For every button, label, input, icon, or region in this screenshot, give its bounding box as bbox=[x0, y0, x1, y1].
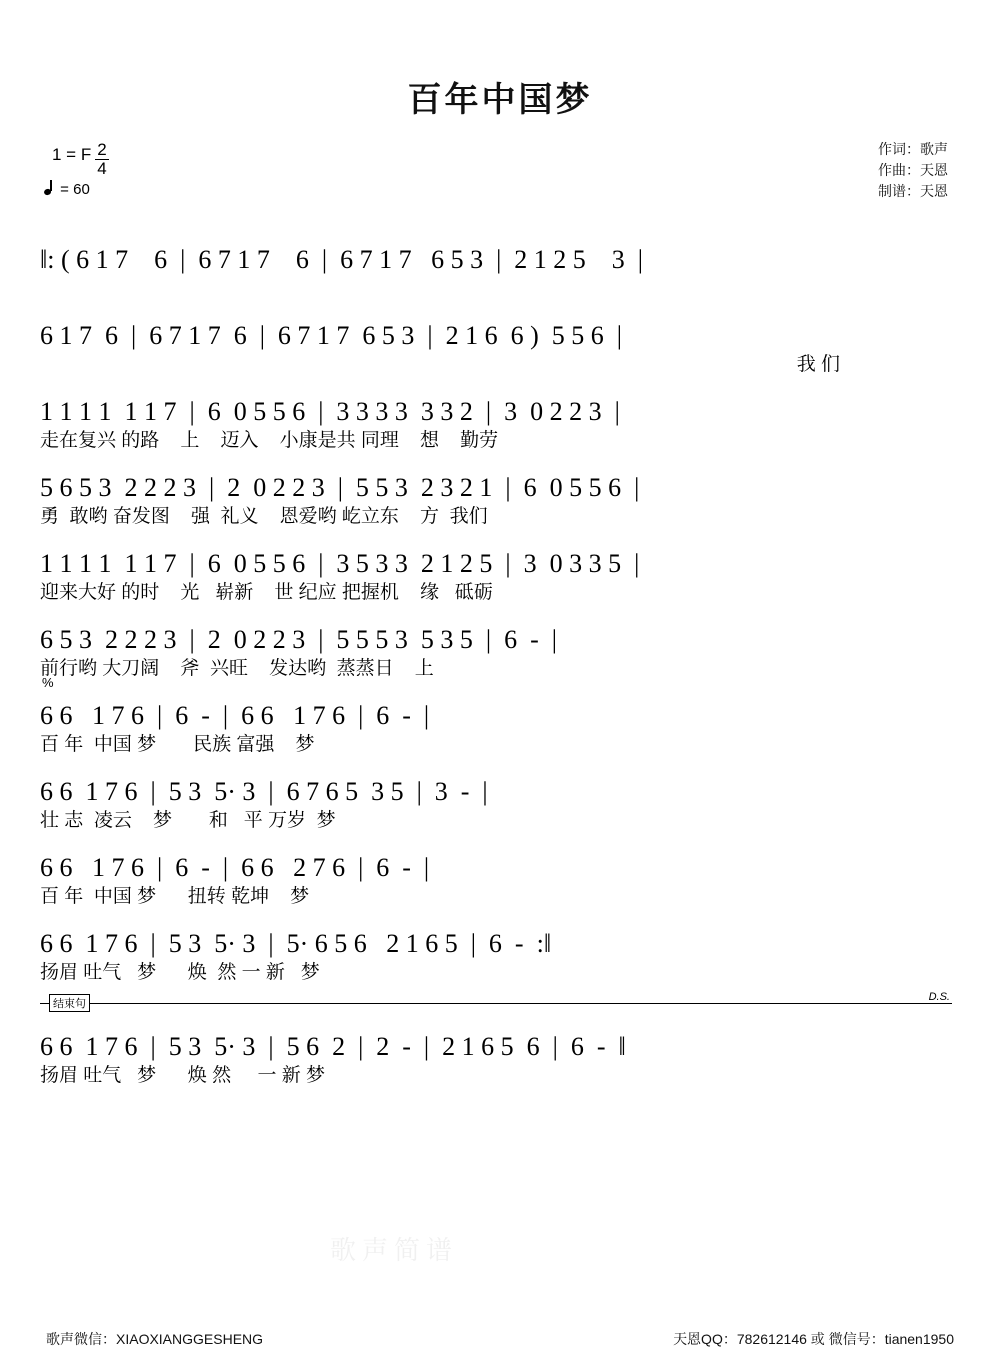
system-2 bbox=[40, 307, 952, 381]
lyric-line: 扬眉 吐气 梦 焕 然 一 新 梦 bbox=[40, 962, 320, 983]
notation-line: 6 1 7 6 | 6 7 1 7 6 | 6 7 1 7 6 5 3 | 2 1 6 6 ) 5 5 6 | bbox=[40, 321, 622, 350]
system-6 bbox=[40, 611, 952, 685]
composer-credit: 作曲：天恩 bbox=[878, 162, 948, 178]
credits-block bbox=[878, 139, 948, 202]
score-header bbox=[0, 139, 1000, 225]
key-signature: 1 = F bbox=[52, 145, 92, 164]
key-and-meter bbox=[52, 141, 109, 178]
notation-line: 5 6 5 3 2 2 2 3 | 2 0 2 2 3 | 5 5 3 2 3 2 1 | 6 0 5 5 6 | bbox=[40, 473, 640, 502]
ending-label: 结束句 bbox=[49, 994, 90, 1012]
system-10 bbox=[40, 915, 952, 1003]
system-1 bbox=[40, 231, 952, 305]
system-8 bbox=[40, 763, 952, 837]
notation-line: 6 6 1 7 6 | 6 - | 6 6 2 7 6 | 6 - | bbox=[40, 853, 430, 882]
system-5 bbox=[40, 535, 952, 609]
ending-music-body bbox=[0, 1018, 1000, 1092]
engraver-credit: 制谱：天恩 bbox=[878, 183, 948, 199]
system-4 bbox=[40, 459, 952, 533]
notation-line: 6 6 1 7 6 | 6 - | 6 6 1 7 6 | 6 - | bbox=[40, 701, 430, 730]
tempo-marking bbox=[44, 181, 90, 198]
lyric-line: 扬眉 吐气 梦 焕 然 一 新 梦 bbox=[40, 1065, 326, 1086]
ds-mark: D.S. bbox=[928, 991, 950, 1003]
lyric-line: 百 年 中国 梦 民族 富强 梦 bbox=[40, 734, 315, 755]
meter-denominator: 4 bbox=[97, 158, 107, 178]
lyric-line: 百 年 中国 梦 扭转 乾坤 梦 bbox=[40, 886, 310, 907]
lyric-line: 壮 志 凌云 梦 和 平 万岁 梦 bbox=[40, 810, 336, 831]
time-signature bbox=[95, 141, 108, 178]
tempo-value: = 60 bbox=[60, 181, 90, 198]
meter-numerator: 2 bbox=[97, 140, 107, 159]
lyric-line: 走在复兴 的路 上 迈入 小康是共 同理 想 勤劳 bbox=[40, 430, 499, 451]
notation-line: 6 5 3 2 2 2 3 | 2 0 2 2 3 | 5 5 5 3 5 3 5 | 6 - | bbox=[40, 625, 557, 654]
music-body bbox=[0, 231, 1000, 1003]
system-9 bbox=[40, 839, 952, 913]
lyricist-credit: 作词：歌声 bbox=[878, 141, 948, 157]
system-7 bbox=[40, 675, 952, 761]
notation-line: 1 1 1 1 1 1 7 | 6 0 5 5 6 | 3 3 3 3 3 3 2 | 3 0 2 2 3 | bbox=[40, 397, 620, 426]
notation-line: 6 6 1 7 6 | 5 3 5· 3 | 6 7 6 5 3 5 | 3 - | bbox=[40, 777, 488, 806]
footer-left: 歌声微信：XIAOXIANGGESHENG bbox=[46, 1331, 264, 1347]
ending-system bbox=[40, 1018, 952, 1092]
lyric-line bbox=[40, 275, 952, 305]
ending-section-bracket bbox=[40, 998, 952, 1010]
lyric-line: 迎来大好 的时 光 崭新 世 纪应 把握机 缘 砥砺 bbox=[40, 582, 493, 603]
watermark: 歌声简谱 bbox=[330, 1235, 459, 1265]
lyric-line: 勇 敢哟 奋发图 强 礼义 恩爱哟 屹立东 方 我们 bbox=[40, 506, 488, 527]
segno-mark: % bbox=[42, 675, 54, 690]
notation-line: 6 6 1 7 6 | 5 3 5· 3 | 5 6 2 | 2 - | 2 1 6 5 6 | 6 - ‖ bbox=[40, 1032, 626, 1061]
footer-right: 天恩QQ：782612146 或 微信号：tianen1950 bbox=[673, 1331, 954, 1347]
page-title: 百年中国梦 bbox=[407, 81, 593, 119]
notation-line: 6 6 1 7 6 | 5 3 5· 3 | 5· 6 5 6 2 1 6 5 | 6 - :‖ bbox=[40, 929, 552, 958]
system-3 bbox=[40, 383, 952, 457]
lyric-line: 我 们 bbox=[796, 354, 840, 375]
quarter-note-icon bbox=[44, 182, 56, 196]
notation-line: ‖: ( 6 1 7 6 | 6 7 1 7 6 | 6 7 1 7 6 5 3 | 2 1 2 5 3 | bbox=[40, 245, 644, 274]
notation-line: 1 1 1 1 1 1 7 | 6 0 5 5 6 | 3 5 3 3 2 1 2 5 | 3 0 3 3 5 | bbox=[40, 549, 640, 578]
page-footer bbox=[0, 1329, 1000, 1349]
lyric-line: 前行哟 大刀阔 斧 兴旺 发达哟 蒸蒸日 上 bbox=[40, 658, 434, 679]
